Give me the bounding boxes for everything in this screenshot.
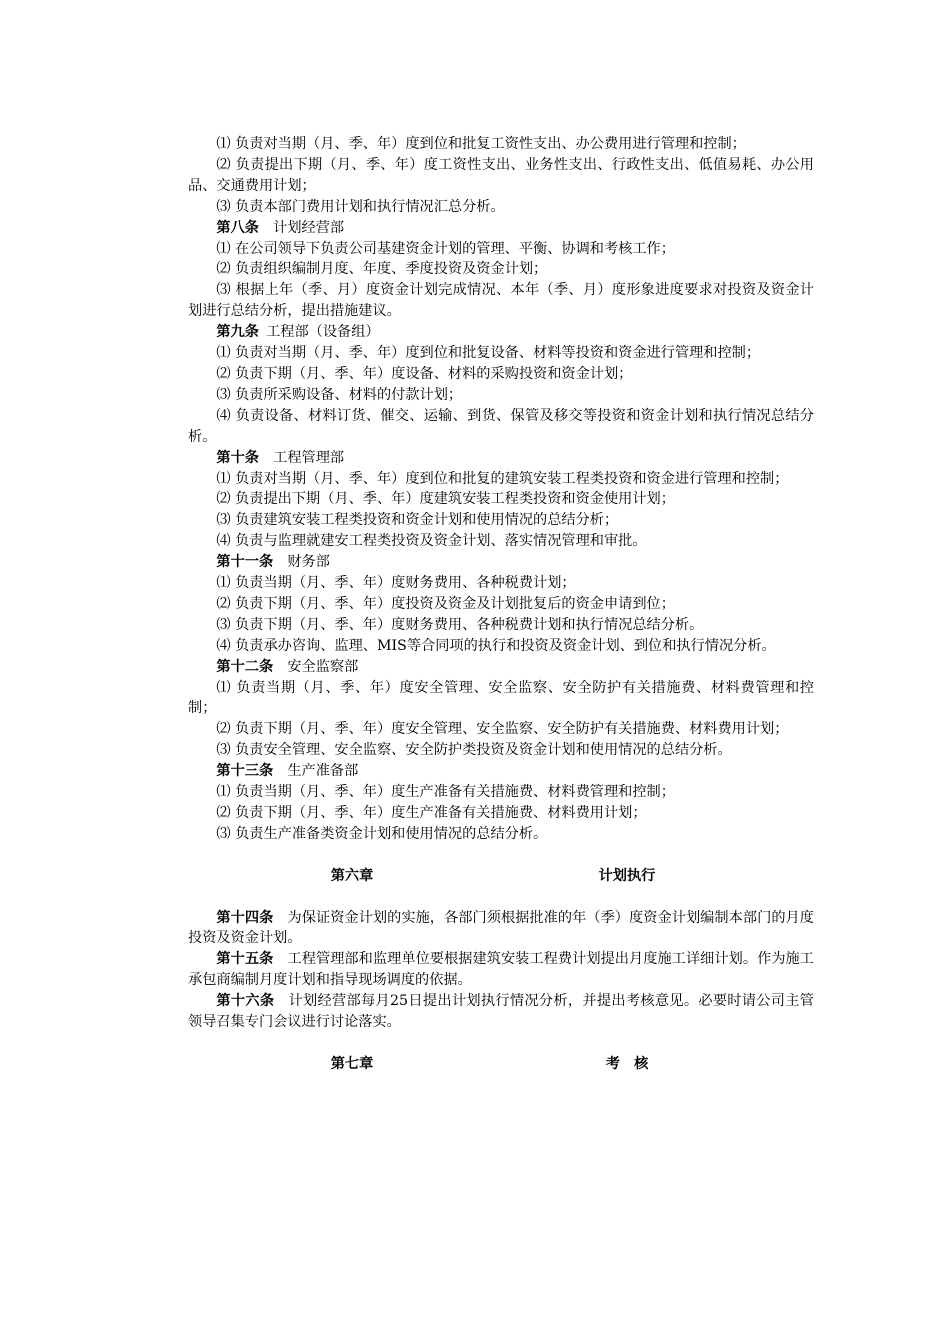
article-heading: 第十条 工程管理部 xyxy=(216,449,345,466)
clause-line: ⑶ 负责建筑安装工程类投资和资金计划和使用情况的总结分析； xyxy=(216,512,619,529)
clause-line: ⑵ 负责下期（月、季、年）度投资及资金及计划批复后的资金申请到位； xyxy=(216,595,675,612)
chapter-heading: 第七章 考 核 xyxy=(330,1055,649,1072)
clause-line: ⑴ 负责对当期（月、季、年）度到位和批复的建筑安装工程类投资和资金进行管理和控制； xyxy=(216,470,789,487)
document-page xyxy=(188,134,814,1075)
clause-line: ⑶ 负责本部门费用计划和执行情况汇总分析。 xyxy=(216,198,505,215)
article-paragraph: 第十四条 为保证资金计划的实施，各部门须根据批准的年（季）度资金计划编制本部门的月度投资及资金计划。 xyxy=(188,909,814,947)
article-paragraph: 第十五条 工程管理部和监理单位要根据建筑安装工程费计划提出月度施工详细计划。作为施工承包商编制月度计划和指导现场调度的依据。 xyxy=(188,951,814,989)
clause-line: ⑴ 负责当期（月、季、年）度安全管理、安全监察、安全防护有关措施费、材料费管理和控制； xyxy=(188,679,814,717)
clause-line: ⑵ 负责提出下期（月、季、年）度工资性支出、业务性支出、行政性支出、低值易耗、办公用品、交通费用计划； xyxy=(188,156,814,194)
clause-line: ⑶ 根据上年（季、月）度资金计划完成情况、本年（季、月）度形象进度要求对投资及资金计划进行总结分析，提出措施建议。 xyxy=(188,282,814,320)
article-paragraph: 第十六条 计划经营部每月25日提出计划执行情况分析，并提出考核意见。必要时请公司主管领导召集专门会议进行讨论落实。 xyxy=(188,993,814,1031)
clause-line: ⑴ 负责当期（月、季、年）度财务费用、各种税费计划； xyxy=(216,575,576,592)
clause-line: ⑴ 在公司领导下负责公司基建资金计划的管理、平衡、协调和考核工作； xyxy=(216,240,675,257)
clause-line: ⑵ 负责下期（月、季、年）度设备、材料的采购投资和资金计划； xyxy=(216,365,633,382)
article-heading: 第十三条 生产准备部 xyxy=(216,763,359,780)
article-heading: 第八条 计划经营部 xyxy=(216,219,345,236)
clause-line: ⑶ 负责所采购设备、材料的付款计划； xyxy=(216,386,463,403)
clause-line: ⑷ 负责与监理就建安工程类投资及资金计划、落实情况管理和审批。 xyxy=(216,533,647,550)
article-heading: 第十一条 财务部 xyxy=(216,554,330,571)
clause-line: ⑵ 负责组织编制月度、年度、季度投资及资金计划； xyxy=(216,261,548,278)
clause-line: ⑵ 负责下期（月、季、年）度安全管理、安全监察、安全防护有关措施费、材料费用计划； xyxy=(216,721,789,738)
clause-line: ⑷ 负责设备、材料订货、催交、运输、到货、保管及移交等投资和资金计划和执行情况总结分析。 xyxy=(188,407,814,445)
clause-line: ⑴ 负责当期（月、季、年）度生产准备有关措施费、材料费管理和控制； xyxy=(216,784,675,801)
clause-line: ⑷ 负责承办咨询、监理、MIS等合同项的执行和投资及资金计划、到位和执行情况分析。 xyxy=(216,637,776,654)
article-heading: 第九条 工程部（设备组） xyxy=(216,324,380,341)
article-heading: 第十二条 安全监察部 xyxy=(216,658,359,675)
chapter-heading: 第六章 计划执行 xyxy=(330,867,656,884)
clause-line: ⑴ 负责对当期（月、季、年）度到位和批复设备、材料等投资和资金进行管理和控制； xyxy=(216,345,761,362)
clause-line: ⑵ 负责提出下期（月、季、年）度建筑安装工程类投资和资金使用计划； xyxy=(216,491,675,508)
clause-line: ⑶ 负责下期（月、季、年）度财务费用、各种税费计划和执行情况总结分析。 xyxy=(216,616,704,633)
clause-line: ⑵ 负责下期（月、季、年）度生产准备有关措施费、材料费用计划； xyxy=(216,805,647,821)
clause-line: ⑶ 负责生产准备类资金计划和使用情况的总结分析。 xyxy=(216,825,548,842)
clause-line: ⑴ 负责对当期（月、季、年）度到位和批复工资性支出、办公费用进行管理和控制； xyxy=(216,136,746,152)
clause-line: ⑶ 负责安全管理、安全监察、安全防护类投资及资金计划和使用情况的总结分析。 xyxy=(216,742,732,759)
